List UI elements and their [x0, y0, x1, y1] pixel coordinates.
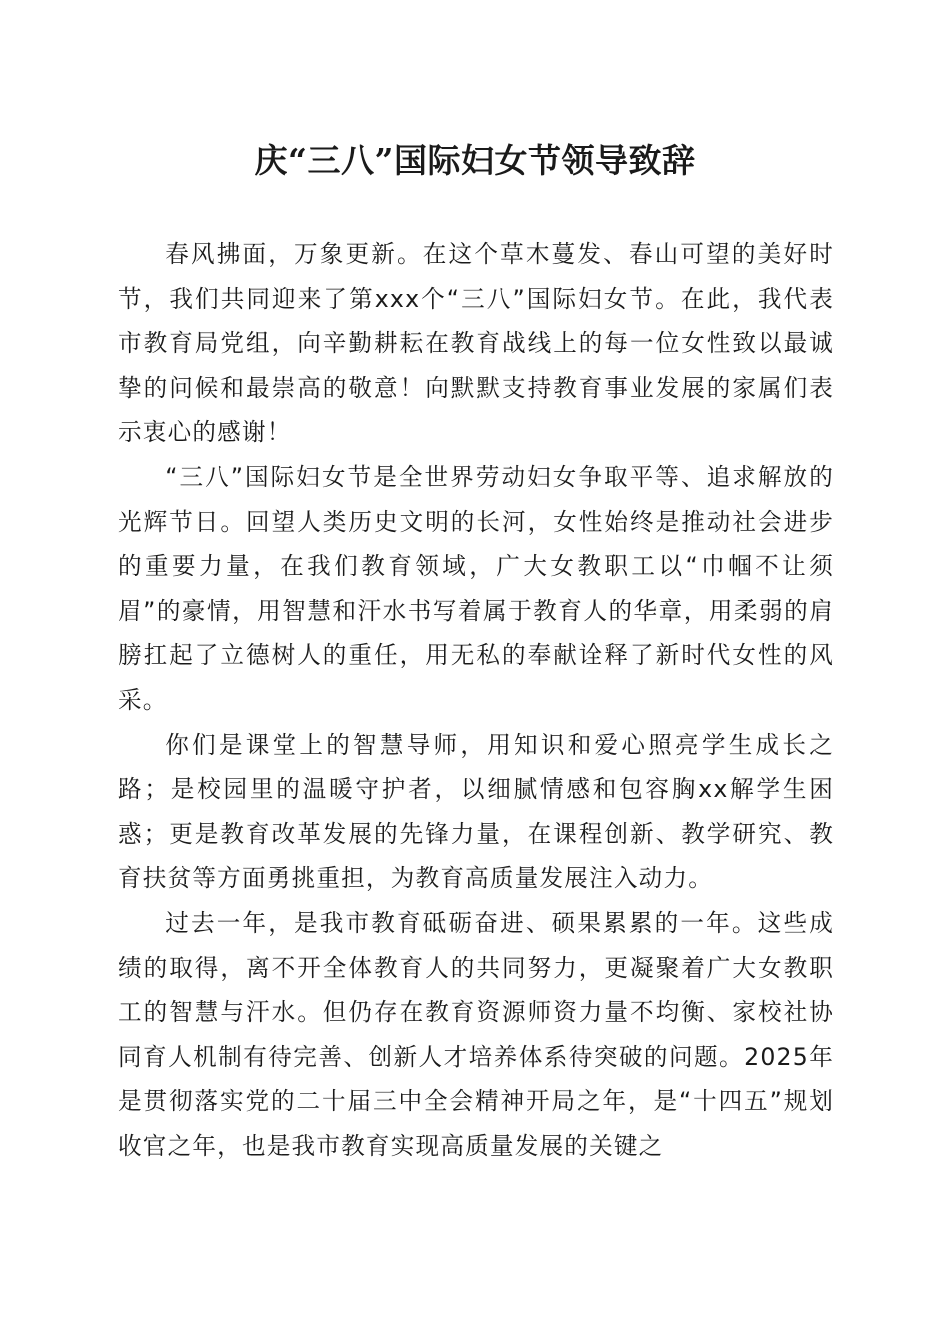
document-title: 庆“三八”国际妇女节领导致辞 [254, 141, 696, 180]
paragraph-teacher-roles: 你们是课堂上的智慧导师，用知识和爱心照亮学生成长之路；是校园里的温暖守护者，以细腻情感和包容胸xx解学生困惑；更是教育改革发展的先锋力量，在课程创新、教学研究、教育扶贫等方面勇挑重担，为教育高质量发展注入动力。 [118, 730, 834, 893]
paragraph-festival-meaning: “三八”国际妇女节是全世界劳动妇女争取平等、追求解放的光辉节日。回望人类历史文明的长河，女性始终是推动社会进步的重要力量，在我们教育领域，广大女教职工以“巾帼不让须眉”的豪情，用智慧和汗水书写着属于教育人的华章，用柔弱的肩膀扛起了立德树人的重任，用无私的奉献诠释了新时代女性的风采。 [118, 462, 834, 714]
paragraph-greeting: 春风拂面，万象更新。在这个草木蔓发、春山可望的美好时节，我们共同迎来了第xxx个“三八”国际妇女节。在此，我代表市教育局党组，向辛勤耕耘在教育战线上的每一位女性致以最诚挚的问候和最崇高的敬意！向默默支持教育事业发展的家属们表示衷心的感谢！ [118, 240, 834, 447]
paragraph-past-year: 过去一年，是我市教育砥砺奋进、硕果累累的一年。这些成绩的取得，离不开全体教育人的共同努力，更凝聚着广大女教职工的智慧与汗水。但仍存在教育资源师资力量不均衡、家校社协同育人机制有待完善、创新人才培养体系待突破的问题。2025年是贯彻落实党的二十届三中全会精神开局之年，是“十四五”规划收官之年，也是我市教育实现高质量发展的关键之 [118, 908, 834, 1160]
document-body [118, 232, 834, 1168]
